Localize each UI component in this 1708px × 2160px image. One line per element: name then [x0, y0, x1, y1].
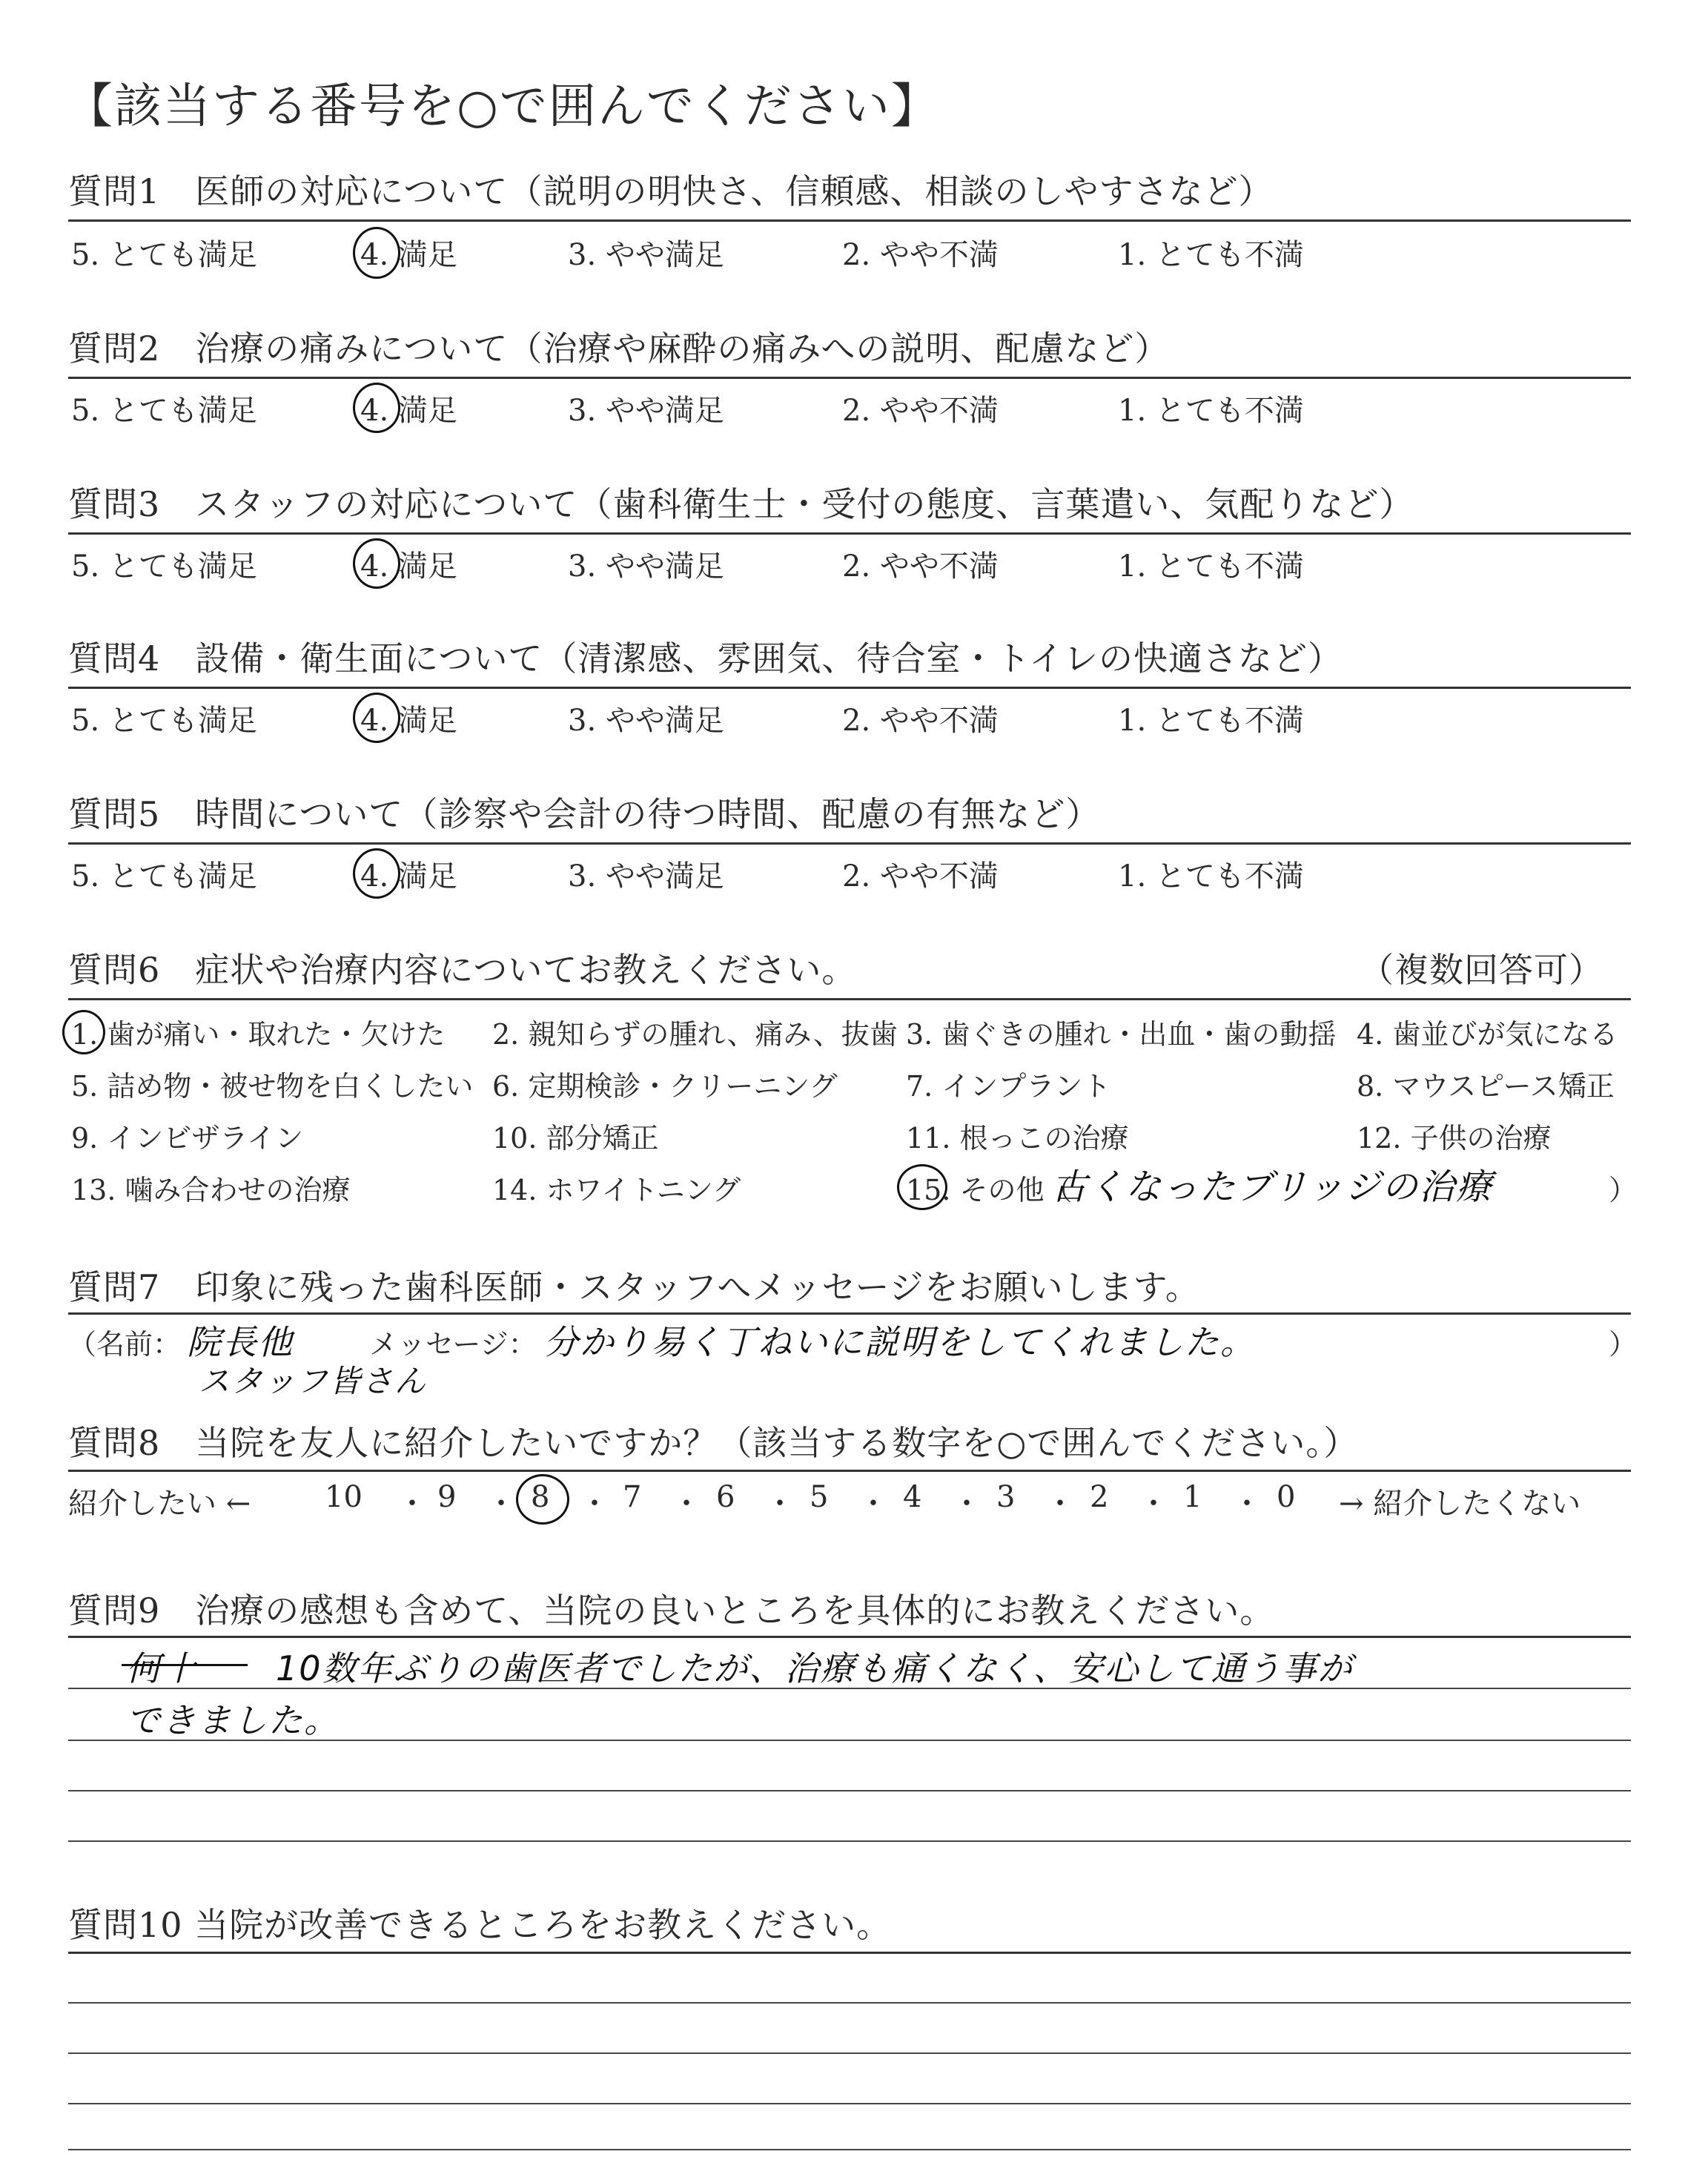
q4-option-3[interactable]: 3. やや満足	[568, 704, 724, 738]
q6-item-15[interactable]: 15. その他（	[906, 1174, 1073, 1206]
q7-name-line2: スタッフ皆さん	[199, 1363, 428, 1399]
q6-item-2[interactable]: 2. 親知らずの腫れ、痛み、抜歯	[492, 1018, 898, 1051]
q6-item-13[interactable]: 13. 噛み合わせの治療	[71, 1174, 351, 1206]
q8-dot: ・	[1232, 1487, 1262, 1521]
q4-rule	[68, 687, 1631, 689]
q8-dot: ・	[486, 1487, 516, 1521]
q6-item-6[interactable]: 6. 定期検診・クリーニング	[492, 1070, 838, 1103]
q5-option-2[interactable]: 2. やや不満	[842, 859, 999, 894]
q8-dot: ・	[765, 1487, 795, 1521]
q4-title: 質問4 設備・衛生面について（清潔感、雰囲気、待合室・トイレの快適さなど）	[68, 638, 1343, 678]
q1-selection-circle	[353, 227, 400, 279]
q10-answer-rule	[68, 2103, 1631, 2104]
q2-rule	[68, 377, 1631, 379]
q6-item-15-circle	[897, 1164, 947, 1210]
q3-option-2[interactable]: 2. やや不満	[842, 549, 999, 584]
q6-item-8[interactable]: 8. マウスピース矯正	[1357, 1070, 1615, 1103]
q8-dot: ・	[858, 1487, 888, 1521]
q3-rule	[68, 532, 1631, 535]
q8-title: 質問8 当院を友人に紹介したいですか？（該当する数字を○で囲んでください。）	[68, 1423, 1359, 1463]
q9-answer-rule	[68, 1688, 1631, 1689]
q9-answer-rule	[68, 1740, 1631, 1741]
q6-item-4[interactable]: 4. 歯並びが気になる	[1357, 1018, 1618, 1051]
q8-dot: ・	[397, 1487, 427, 1521]
q5-option-5[interactable]: 5. とても満足	[71, 859, 257, 894]
q5-selection-circle	[353, 848, 400, 899]
q6-title: 質問6 症状や治療内容についてお教えください。	[68, 950, 857, 990]
q4-selection-circle	[353, 693, 400, 743]
q1-title: 質問1 医師の対応について（説明の明快さ、信頼感、相談のしやすさなど）	[68, 171, 1274, 211]
q6-item-7[interactable]: 7. インプラント	[906, 1070, 1111, 1103]
q8-dot: ・	[1045, 1487, 1075, 1521]
q2-option-1[interactable]: 1. とても不満	[1118, 394, 1304, 428]
q8-left-label: 紹介したい ←	[68, 1487, 251, 1521]
q2-option-5[interactable]: 5. とても満足	[71, 394, 257, 428]
q6-item-12[interactable]: 12. 子供の治療	[1357, 1122, 1552, 1155]
q7-message-label: メッセージ：	[369, 1328, 537, 1361]
q6-item-10[interactable]: 10. 部分矯正	[492, 1122, 659, 1155]
q5-option-4[interactable]: 4. 満足	[360, 859, 457, 894]
q8-scale-6[interactable]: 6	[716, 1480, 735, 1514]
q7-title: 質問7 印象に残った歯科医師・スタッフへメッセージをお願いします。	[68, 1267, 1200, 1307]
q9-title: 質問9 治療の感想も含めて、当院の良いところを具体的にお教えください。	[68, 1591, 1275, 1631]
q8-scale-4[interactable]: 4	[903, 1480, 922, 1514]
q6-item-9[interactable]: 9. インビザライン	[71, 1122, 304, 1155]
q1-option-5[interactable]: 5. とても満足	[71, 238, 257, 272]
q5-title: 質問5 時間について（診察や会計の待つ時間、配慮の有無など）	[68, 794, 1101, 834]
q1-option-1[interactable]: 1. とても不満	[1118, 238, 1304, 272]
q9-answer-rule	[68, 1840, 1631, 1842]
q8-scale-1[interactable]: 1	[1183, 1480, 1202, 1514]
q8-dot: ・	[952, 1487, 982, 1521]
q7-name-line1: 院長他	[187, 1322, 294, 1362]
q9-strike-line	[122, 1664, 248, 1666]
q4-option-5[interactable]: 5. とても満足	[71, 704, 257, 738]
q5-option-1[interactable]: 1. とても不満	[1118, 859, 1304, 894]
page-heading: 【該当する番号を○で囲んでください】	[65, 79, 940, 134]
q9-answer-line1: 10数年ぶりの歯医者でしたが、治療も痛くなく、安心して通う事が	[276, 1648, 1354, 1688]
q6-item-5[interactable]: 5. 詰め物・被せ物を白くしたい	[71, 1070, 474, 1103]
q1-rule	[68, 219, 1631, 222]
q1-option-2[interactable]: 2. やや不満	[842, 238, 999, 272]
q6-item-1[interactable]: 1. 歯が痛い・取れた・欠けた	[71, 1018, 446, 1051]
q8-scale-10[interactable]: 10	[325, 1480, 363, 1514]
q4-option-2[interactable]: 2. やや不満	[842, 704, 999, 738]
q9-answer-rule	[68, 1790, 1631, 1791]
q8-dot: ・	[1139, 1487, 1168, 1521]
q3-option-1[interactable]: 1. とても不満	[1118, 549, 1304, 584]
q8-selection-circle	[516, 1474, 569, 1525]
q8-scale-0[interactable]: 0	[1277, 1480, 1296, 1514]
q6-other-answer: 古くなったブリッジの治療	[1051, 1166, 1494, 1208]
q10-answer-rule	[68, 2052, 1631, 2054]
q7-rule	[68, 1312, 1631, 1315]
q7-name-label: （名前：	[68, 1328, 182, 1361]
q8-scale-2[interactable]: 2	[1090, 1480, 1109, 1514]
q4-option-1[interactable]: 1. とても不満	[1118, 704, 1304, 738]
q5-option-3[interactable]: 3. やや満足	[568, 859, 724, 894]
q4-option-4[interactable]: 4. 満足	[360, 704, 457, 738]
q10-answer-rule	[68, 2149, 1631, 2150]
q3-title: 質問3 スタッフの対応について（歯科衛生士・受付の態度、言葉遣い、気配りなど）	[68, 484, 1414, 524]
q10-title: 質問10 当院が改善できるところをお教えください。	[68, 1905, 892, 1945]
q5-rule	[68, 842, 1631, 845]
q8-dot: ・	[580, 1487, 609, 1521]
q2-selection-circle	[353, 383, 400, 433]
q8-right-label: → 紹介したくない	[1339, 1487, 1581, 1521]
q8-scale-9[interactable]: 9	[437, 1480, 457, 1514]
q6-item-14[interactable]: 14. ホワイトニング	[492, 1174, 741, 1206]
q7-message: 分かり易く丁ねいに説明をしてくれました。	[544, 1322, 1256, 1362]
q2-option-2[interactable]: 2. やや不満	[842, 394, 999, 428]
q6-other-close: ）	[1609, 1174, 1638, 1206]
q8-rule	[68, 1470, 1631, 1472]
q8-scale-5[interactable]: 5	[810, 1480, 829, 1514]
q3-option-4[interactable]: 4. 満足	[360, 549, 457, 584]
q1-option-3[interactable]: 3. やや満足	[568, 238, 724, 272]
q8-dot: ・	[672, 1487, 701, 1521]
q2-title: 質問2 治療の痛みについて（治療や麻酔の痛みへの説明、配慮など）	[68, 328, 1170, 369]
q2-option-3[interactable]: 3. やや満足	[568, 394, 724, 428]
q1-option-4[interactable]: 4. 満足	[360, 238, 457, 272]
q8-scale-7[interactable]: 7	[623, 1480, 642, 1514]
q6-item-3[interactable]: 3. 歯ぐきの腫れ・出血・歯の動揺	[906, 1018, 1337, 1051]
q8-scale-8[interactable]: 8	[531, 1480, 550, 1514]
q7-close: ）	[1609, 1328, 1638, 1361]
q6-item-1-circle	[62, 1010, 105, 1054]
q2-option-4[interactable]: 4. 満足	[360, 394, 457, 428]
q6-rule	[68, 998, 1631, 1000]
q10-rule	[68, 1952, 1631, 1954]
q10-answer-rule	[68, 2002, 1631, 2004]
q6-item-11[interactable]: 11. 根っこの治療	[906, 1122, 1129, 1155]
q9-rule	[68, 1636, 1631, 1638]
q3-option-3[interactable]: 3. やや満足	[568, 549, 724, 584]
q3-option-5[interactable]: 5. とても満足	[71, 549, 257, 584]
q8-scale-3[interactable]: 3	[996, 1480, 1016, 1514]
q6-multiple-note: （複数回答可）	[1360, 950, 1603, 990]
q9-answer-line2: できました。	[126, 1700, 340, 1740]
q9-struck-text: 何十	[126, 1648, 197, 1688]
q3-selection-circle	[353, 538, 400, 589]
